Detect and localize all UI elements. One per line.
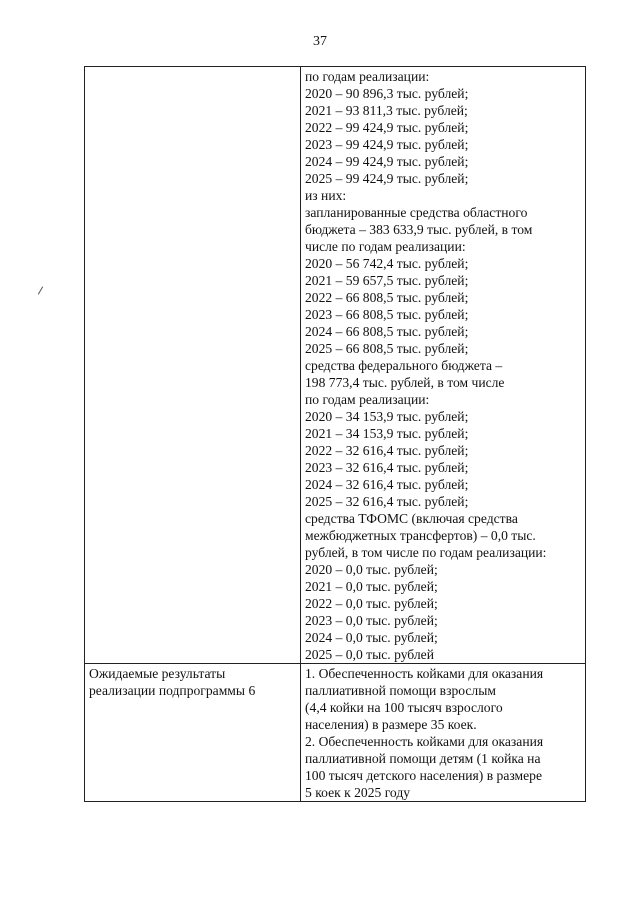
row-label-line: Ожидаемые результаты — [89, 666, 226, 681]
text-line: 2025 – 32 616,4 тыс. рублей; — [305, 494, 469, 509]
text-line: числе по годам реализации: — [305, 239, 466, 254]
text-line: 2021 – 59 657,5 тыс. рублей; — [305, 273, 469, 288]
text-line: 2021 – 34 153,9 тыс. рублей; — [305, 426, 469, 441]
text-line: 2023 – 66 808,5 тыс. рублей; — [305, 307, 469, 322]
text-line: по годам реализации: — [305, 69, 430, 84]
text-line: 2025 – 66 808,5 тыс. рублей; — [305, 341, 469, 356]
text-line: средства федерального бюджета – — [305, 358, 503, 373]
text-line: из них: — [305, 188, 347, 203]
text-line: 1. Обеспеченность койками для оказания — [305, 666, 544, 681]
text-line: по годам реализации: — [305, 392, 430, 407]
text-line: 5 коек к 2025 году — [305, 785, 411, 800]
expected-results-label-cell — [85, 664, 301, 802]
text-line: паллиативной помощи взрослым — [305, 683, 496, 698]
text-line: бюджета – 383 633,9 тыс. рублей, в том — [305, 222, 533, 237]
text-line: 2025 – 99 424,9 тыс. рублей; — [305, 171, 469, 186]
funding-content-cell — [301, 67, 586, 664]
text-line: 2023 – 0,0 тыс. рублей; — [305, 613, 438, 628]
text-line: 198 773,4 тыс. рублей, в том числе — [305, 375, 505, 390]
text-line: 2022 – 99 424,9 тыс. рублей; — [305, 120, 469, 135]
text-line: 2020 – 0,0 тыс. рублей; — [305, 562, 438, 577]
text-line: запланированные средства областного — [305, 205, 528, 220]
page-number: 37 — [313, 34, 327, 49]
text-line: 2024 – 32 616,4 тыс. рублей; — [305, 477, 469, 492]
text-line: межбюджетных трансфертов) – 0,0 тыс. — [305, 528, 536, 543]
row-label-cell — [85, 67, 301, 664]
text-line: 2021 – 0,0 тыс. рублей; — [305, 579, 438, 594]
text-line: (4,4 койки на 100 тысяч взрослого — [305, 700, 503, 715]
text-line: 2025 – 0,0 тыс. рублей — [305, 647, 434, 662]
table-row-expected-results — [85, 664, 586, 802]
subprogram-passport-table — [84, 66, 586, 802]
text-line: населения) в размере 35 коек. — [305, 717, 477, 732]
text-line: 100 тысяч детского населения) в размере — [305, 768, 542, 783]
text-line: 2022 – 32 616,4 тыс. рублей; — [305, 443, 469, 458]
text-line: 2024 – 99 424,9 тыс. рублей; — [305, 154, 469, 169]
text-line: 2. Обеспеченность койками для оказания — [305, 734, 544, 749]
text-line: паллиативной помощи детям (1 койка на — [305, 751, 541, 766]
text-line: 2020 – 56 742,4 тыс. рублей; — [305, 256, 469, 271]
text-line: средства ТФОМС (включая средства — [305, 511, 518, 526]
row-label-line: реализации подпрограммы 6 — [89, 683, 256, 698]
expected-results-content-cell — [301, 664, 586, 802]
table-row-funding — [85, 67, 586, 664]
text-line: 2021 – 93 811,3 тыс. рублей; — [305, 103, 468, 118]
text-line: 2022 – 66 808,5 тыс. рублей; — [305, 290, 469, 305]
stray-pen-mark — [38, 286, 43, 294]
text-line: 2024 – 66 808,5 тыс. рублей; — [305, 324, 469, 339]
text-line: 2020 – 90 896,3 тыс. рублей; — [305, 86, 469, 101]
text-line: 2023 – 32 616,4 тыс. рублей; — [305, 460, 469, 475]
text-line: 2024 – 0,0 тыс. рублей; — [305, 630, 438, 645]
text-line: 2020 – 34 153,9 тыс. рублей; — [305, 409, 469, 424]
text-line: 2023 – 99 424,9 тыс. рублей; — [305, 137, 469, 152]
text-line: 2022 – 0,0 тыс. рублей; — [305, 596, 438, 611]
text-line: рублей, в том числе по годам реализации: — [305, 545, 547, 560]
